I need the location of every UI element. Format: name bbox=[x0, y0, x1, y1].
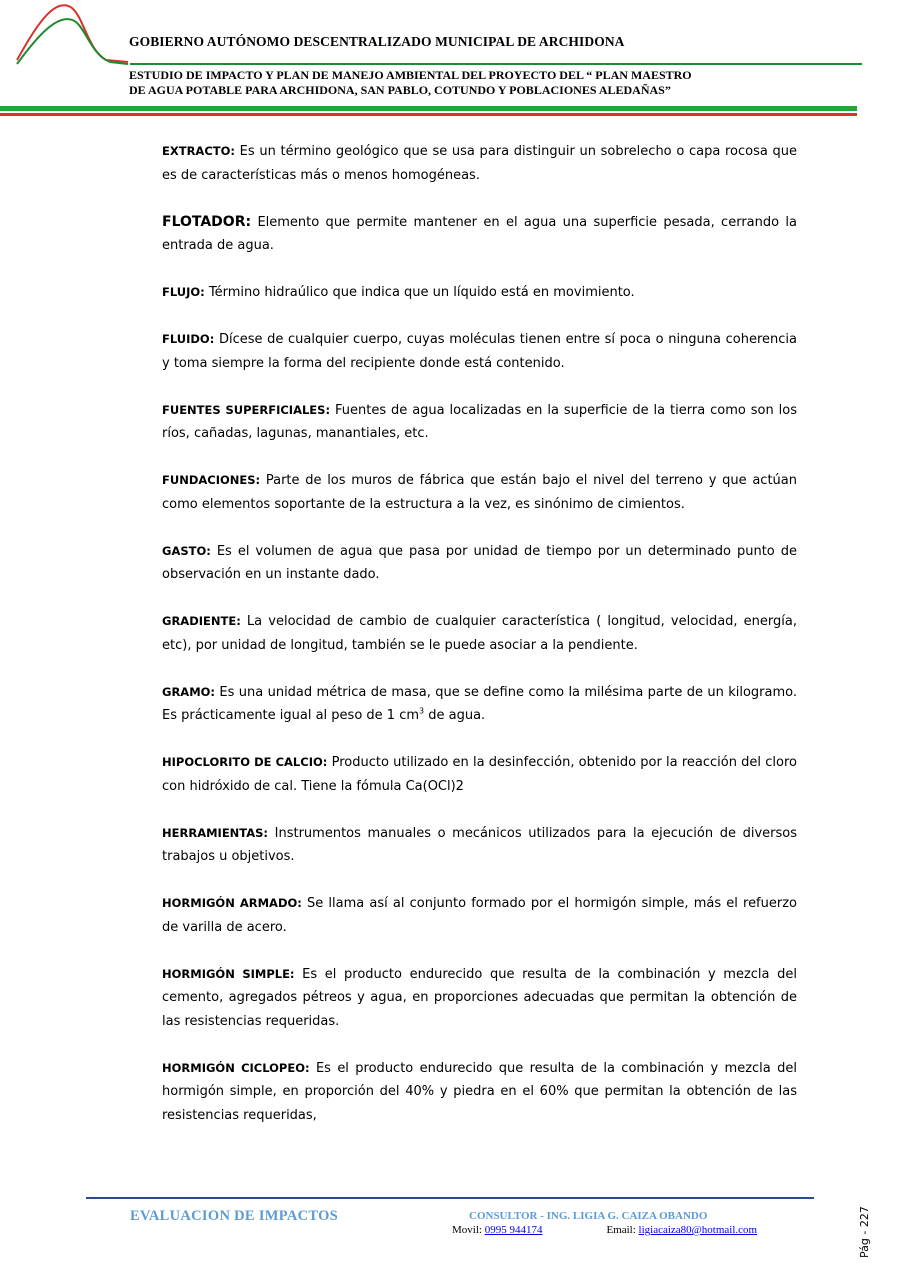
glossary-definition: Es el volumen de agua que pasa por unidad de tiempo por un determinado punto de observación en un instante dado. bbox=[162, 543, 797, 582]
glossary-entry-fuentes-superficiales bbox=[162, 399, 797, 446]
glossary-definition: Término hidraúlico que indica que un líquido está en movimiento. bbox=[204, 285, 635, 300]
page-number: Pág - 227 bbox=[858, 1206, 871, 1258]
glossary-definition: Instrumentos manuales o mecánicos utilizados para la ejecución de diversos trabajos u objetivos. bbox=[162, 825, 797, 864]
footer-contact bbox=[452, 1224, 757, 1236]
glossary-entry-hormigon-armado bbox=[162, 892, 797, 939]
footer-section-title: EVALUACION DE IMPACTOS bbox=[130, 1208, 339, 1224]
glossary-definition-end: de agua. bbox=[424, 708, 486, 723]
header-divider bbox=[130, 63, 862, 65]
glossary-term: HERRAMIENTAS: bbox=[162, 825, 269, 840]
glossary-definition: Es el producto endurecido que resulta de la combinación y mezcla del cemento, agregados pétreos y agua, en proporciones adecuadas que permitan la obtención de las resistencias requeridas. bbox=[162, 966, 797, 1029]
email-link[interactable]: ligiacaiza80@hotmail.com bbox=[638, 1224, 758, 1236]
glossary-entry-gramo bbox=[162, 681, 797, 728]
glossary-entry-extracto bbox=[162, 140, 797, 187]
glossary-definition: Se llama así al conjunto formado por el hormigón simple, más el refuerzo de varilla de acero. bbox=[162, 896, 797, 935]
glossary-entry-gasto bbox=[162, 540, 797, 587]
glossary-definition: Parte de los muros de fábrica que están bajo el nivel del terreno y que actúan como elementos soportante de la estructura a la vez, es sinónimo de cimientos. bbox=[162, 473, 797, 512]
glossary-entry-hipoclorito bbox=[162, 751, 797, 798]
glossary-definition: Es el producto endurecido que resulta de la combinación y mezcla del hormigón simple, en proporción del 40% y piedra en el 60% que permitan la obtención de las resistencias requeridas, bbox=[162, 1060, 797, 1123]
glossary-entry-hormigon-ciclopeo bbox=[162, 1057, 797, 1128]
header-band-green bbox=[0, 106, 857, 111]
glossary-term: HORMIGÓN ARMADO: bbox=[162, 896, 302, 910]
header-subtitle-line1: ESTUDIO DE IMPACTO Y PLAN DE MANEJO AMBIENTAL DEL PROYECTO DEL “ PLAN MAESTRO bbox=[129, 68, 692, 82]
footer-divider bbox=[86, 1197, 814, 1199]
movil-label: Movil: bbox=[452, 1224, 485, 1236]
glossary-entry-hormigon-simple bbox=[162, 963, 797, 1034]
glossary-entry-fundaciones bbox=[162, 469, 797, 516]
phone-link[interactable]: 0995 944174 bbox=[484, 1224, 543, 1236]
glossary-definition: Dícese de cualquier cuerpo, cuyas moléculas tienen entre sí poca o ninguna coherencia y toma siempre la forma del recipiente donde está contenido. bbox=[162, 332, 797, 371]
glossary-term: FLUIDO: bbox=[162, 332, 215, 346]
glossary-entry-flujo bbox=[162, 281, 797, 305]
superscript-exponent: 3 bbox=[419, 706, 425, 716]
glossary-term: EXTRACTO: bbox=[162, 144, 235, 158]
glossary-definition: Fuentes de agua localizadas en la superficie de la tierra como son los ríos, cañadas, lagunas, manantiales, etc. bbox=[162, 402, 797, 441]
glossary-term: GASTO: bbox=[162, 543, 211, 558]
glossary-definition: Producto utilizado en la desinfección, obtenido por la reacción del cloro con hidróxido de cal. Tiene la fómula Ca(OCl)2 bbox=[162, 755, 797, 794]
glossary-term: HORMIGÓN SIMPLE: bbox=[162, 966, 295, 981]
glossary-term: HIPOCLORITO DE CALCIO: bbox=[162, 755, 328, 769]
header-subtitle bbox=[129, 68, 829, 97]
glossary-list bbox=[162, 140, 797, 1151]
glossary-entry-fluido bbox=[162, 328, 797, 375]
glossary-term: FLUJO: bbox=[162, 285, 205, 299]
header-subtitle-line2: DE AGUA POTABLE PARA ARCHIDONA, SAN PABLO, COTUNDO Y POBLACIONES ALEDAÑAS” bbox=[129, 82, 671, 97]
glossary-term: FLOTADOR: bbox=[162, 213, 252, 230]
glossary-entry-flotador bbox=[162, 211, 797, 258]
glossary-definition: Elemento que permite mantener en el agua una superficie pesada, cerrando la entrada de agua. bbox=[162, 214, 797, 253]
glossary-term: FUENTES SUPERFICIALES: bbox=[162, 402, 331, 417]
glossary-entry-gradiente bbox=[162, 610, 797, 657]
header-band-red bbox=[0, 113, 857, 116]
glossary-entry-herramientas bbox=[162, 822, 797, 869]
glossary-definition: Es una unidad métrica de masa, que se define como la milésima parte de un kilogramo. Es prácticamente igual al peso de 1 cm bbox=[162, 684, 797, 723]
footer-consultor: CONSULTOR - ING. LIGIA G. CAIZA OBANDO bbox=[469, 1210, 708, 1222]
glossary-definition: La velocidad de cambio de cualquier característica ( longitud, velocidad, energía, etc), por unidad de longitud, también se le puede asociar a la pendiente. bbox=[162, 614, 797, 653]
glossary-term: FUNDACIONES: bbox=[162, 473, 261, 487]
glossary-term: HORMIGÓN CICLOPEO: bbox=[162, 1060, 310, 1075]
glossary-term: GRADIENTE: bbox=[162, 614, 241, 628]
email-label: Email: bbox=[606, 1224, 639, 1236]
glossary-definition: Es un término geológico que se usa para distinguir un sobrelecho o capa rocosa que es de características más o menos homogéneas. bbox=[162, 144, 797, 183]
municipality-logo bbox=[14, 0, 129, 70]
header-title: GOBIERNO AUTÓNOMO DESCENTRALIZADO MUNICIPAL DE ARCHIDONA bbox=[129, 34, 625, 49]
glossary-term: GRAMO: bbox=[162, 684, 216, 699]
